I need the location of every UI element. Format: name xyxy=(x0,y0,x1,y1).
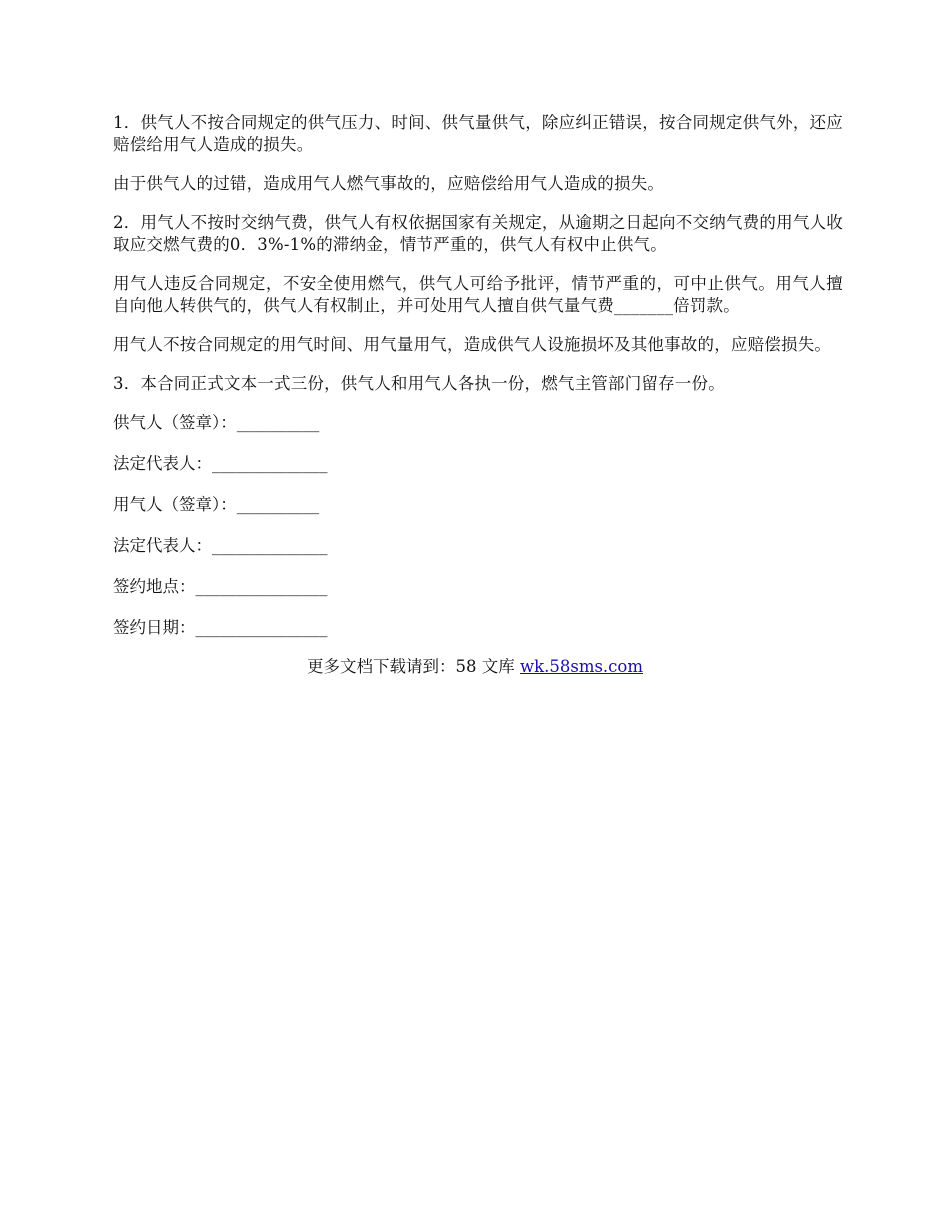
footer-prefix: 更多文档下载请到：58 文库 xyxy=(306,657,520,676)
paragraph-contract-copies: 3．本合同正式文本一式三份，供气人和用气人各执一份，燃气主管部门留存一份。 xyxy=(113,374,725,393)
paragraph-supplier-liability: 1．供气人不按合同规定的供气压力、时间、供气量供气，除应纠正错误，按合同规定供气外，还应赔偿给用气人造成的损失。 xyxy=(113,113,843,154)
footer-download-note xyxy=(113,656,837,678)
signature-supplier: 供气人（签章）：__________ xyxy=(113,413,320,432)
signature-user: 用气人（签章）：__________ xyxy=(113,495,320,514)
paragraph-unsafe-use: 用气人违反合同规定，不安全使用燃气，供气人可给予批评，情节严重的，可中止供气。用气人擅自向他人转供气的，供气人有权制止，并可处用气人擅自供气量气费_______倍罚款。 xyxy=(113,274,843,315)
signature-supplier-representative: 法定代表人：______________ xyxy=(113,454,328,473)
paragraph-user-compensation: 用气人不按合同规定的用气时间、用气量用气，造成供气人设施损坏及其他事故的，应赔偿损失。 xyxy=(113,335,832,354)
footer-link[interactable]: wk.58sms.com xyxy=(519,657,643,676)
paragraph-late-fee: 2．用气人不按时交纳气费，供气人有权依据国家有关规定，从逾期之日起向不交纳气费的用气人收取应交燃气费的0．3%-1%的滞纳金，情节严重的，供气人有权中止供气。 xyxy=(113,213,843,254)
document-page xyxy=(113,112,843,678)
signature-user-representative: 法定代表人：______________ xyxy=(113,536,328,555)
paragraph-supplier-fault: 由于供气人的过错，造成用气人燃气事故的，应赔偿给用气人造成的损失。 xyxy=(113,174,665,193)
signature-location: 签约地点：________________ xyxy=(113,577,328,596)
signature-date: 签约日期：________________ xyxy=(113,618,328,637)
